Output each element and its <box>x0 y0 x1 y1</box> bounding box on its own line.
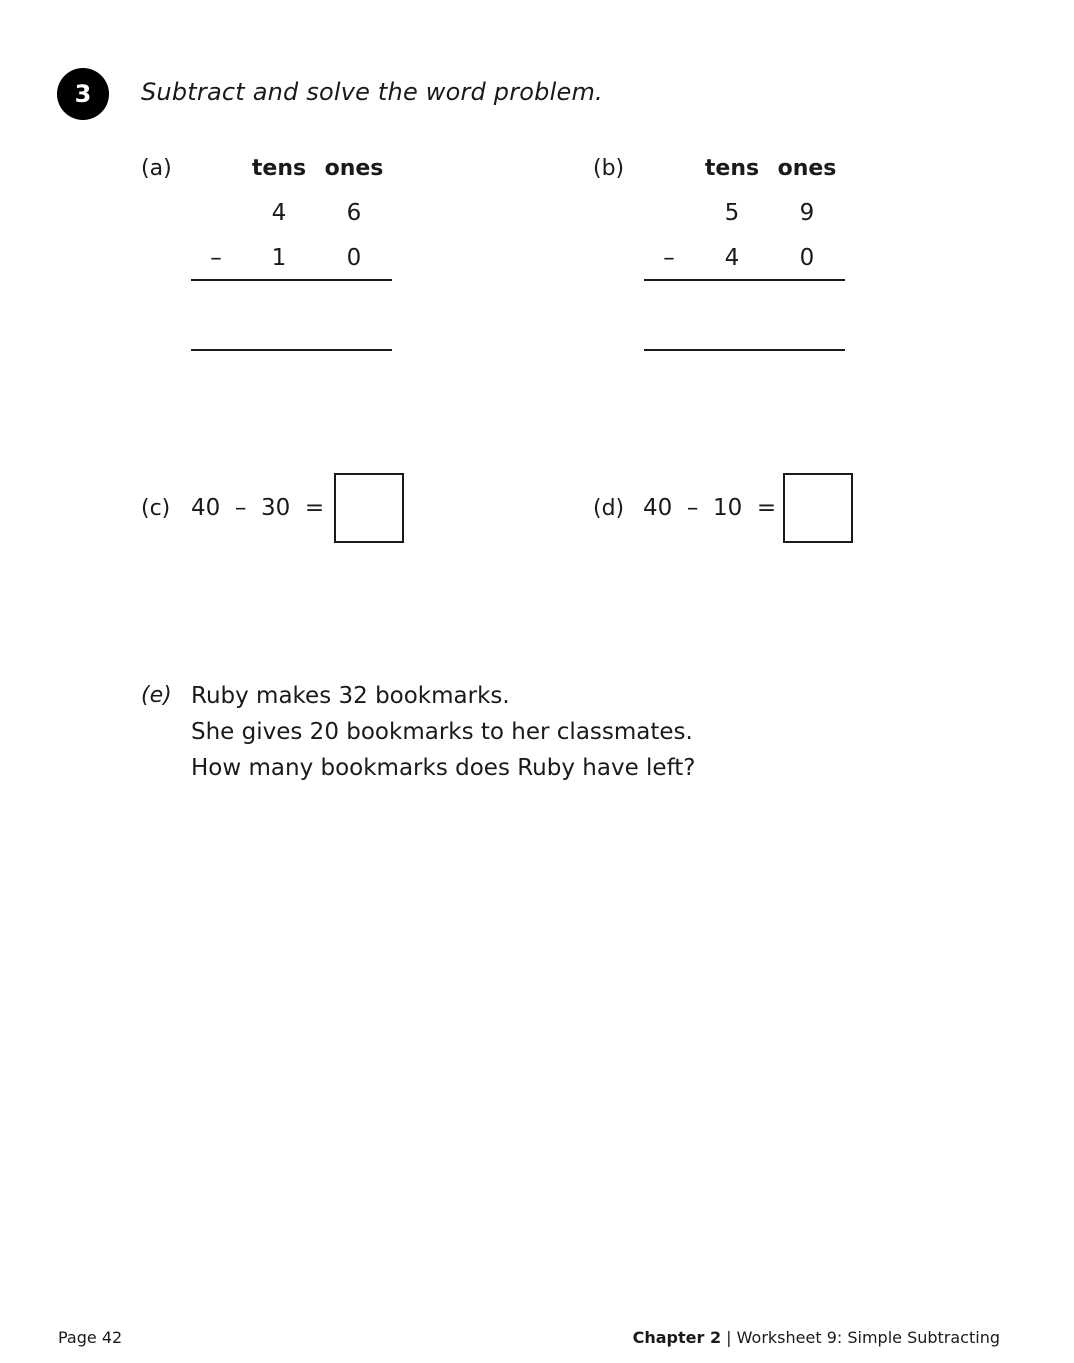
part-a-minus-sign: – <box>210 245 222 271</box>
word-problem-line: Ruby makes 32 bookmarks. <box>191 683 510 709</box>
word-problem-line: How many bookmarks does Ruby have left? <box>191 755 696 781</box>
part-d-expression: 40 – 10 = <box>643 495 777 521</box>
part-a-top-ones: 6 <box>346 200 362 226</box>
footer-chapter: Chapter 2 <box>632 1328 722 1347</box>
part-b-answer-line[interactable] <box>644 349 845 351</box>
part-c-answer-box[interactable] <box>334 473 404 543</box>
page-number: Page 42 <box>58 1328 123 1347</box>
footer-separator: | <box>726 1328 732 1347</box>
part-b-bottom-tens: 4 <box>724 245 740 271</box>
part-e-label: (e) <box>141 683 172 708</box>
part-a-answer-line[interactable] <box>191 349 392 351</box>
part-b-sum-line <box>644 279 845 281</box>
part-b-header-ones: ones <box>777 156 837 181</box>
part-d-answer-box[interactable] <box>783 473 853 543</box>
part-c-label: (c) <box>141 496 171 521</box>
part-b-top-tens: 5 <box>724 200 740 226</box>
part-b-bottom-ones: 0 <box>799 245 815 271</box>
footer-worksheet: Worksheet 9: Simple Subtracting <box>736 1328 1000 1347</box>
word-problem-line: She gives 20 bookmarks to her classmates. <box>191 719 693 745</box>
footer-chapter-info <box>633 1328 1000 1347</box>
part-c-expression: 40 – 30 = <box>191 495 325 521</box>
question-instruction: Subtract and solve the word problem. <box>141 78 603 106</box>
part-a-header-tens: tens <box>251 156 307 181</box>
part-a-header-ones: ones <box>324 156 384 181</box>
part-b-top-ones: 9 <box>799 200 815 226</box>
part-a-bottom-ones: 0 <box>346 245 362 271</box>
part-a-label: (a) <box>141 156 172 181</box>
part-a-sum-line <box>191 279 392 281</box>
part-b-label: (b) <box>593 156 625 181</box>
question-number-badge: 3 <box>57 68 109 120</box>
part-a-bottom-tens: 1 <box>271 245 287 271</box>
part-b-minus-sign: – <box>663 245 675 271</box>
part-d-label: (d) <box>593 496 625 521</box>
word-problem <box>191 678 695 786</box>
part-a-top-tens: 4 <box>271 200 287 226</box>
part-b-header-tens: tens <box>704 156 760 181</box>
